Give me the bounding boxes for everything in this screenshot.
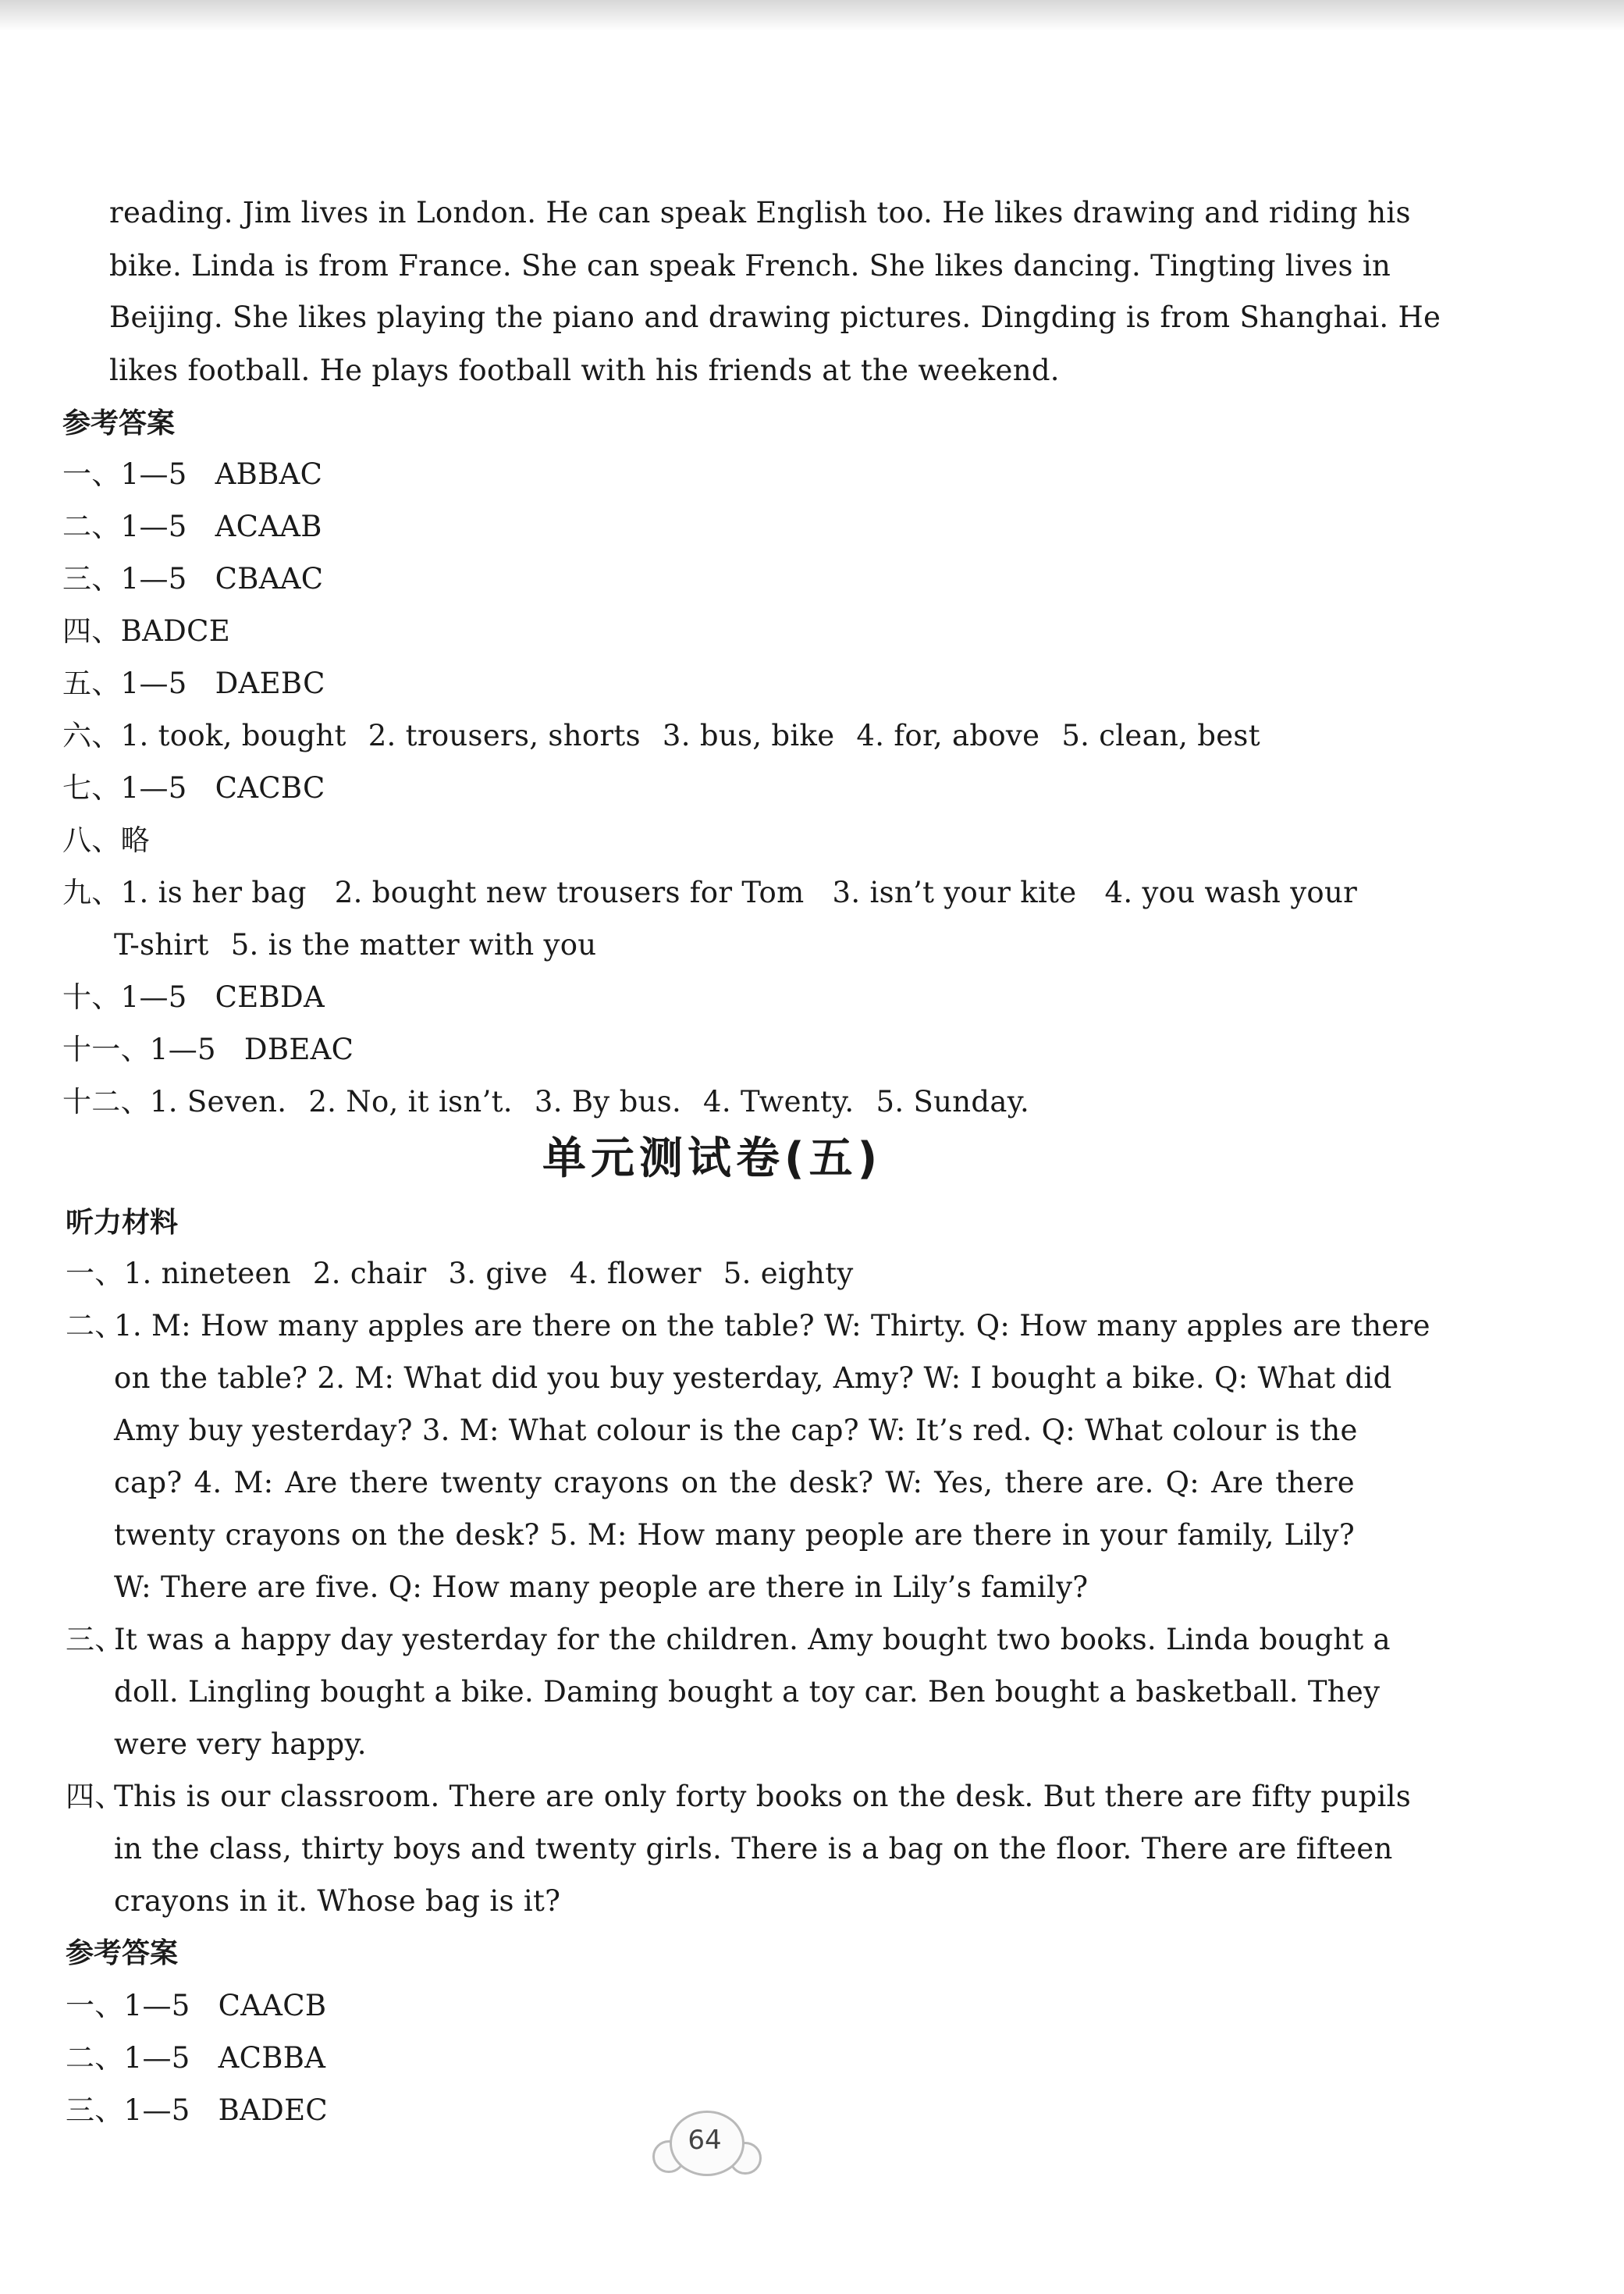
listening-q3-line-3: were very happy. [114,1727,367,1761]
answer-part: 1. is her bag [120,876,307,909]
answer-part: 2. bought new trousers for Tom [334,876,805,909]
answer-row-9 [62,873,1357,912]
answer-range: 1—5 [123,2093,190,2127]
answer-row-5 [62,664,325,703]
answer-row-11 [62,1030,354,1069]
answer-text: 略 [120,823,150,857]
listening-q4-line-2: in the class, thirty boys and twenty girls. There is a bag on the floor. There are fifteen [114,1832,1393,1865]
page-number-badge [631,2103,779,2181]
listening-q3-line-1: It was a happy day yesterday for the children. Amy bought two books. Linda bought a [114,1623,1391,1656]
answer-letters: CEBDA [215,980,325,1014]
answer-letters: DAEBC [215,667,325,700]
answer-part: 5. is the matter with you [230,928,597,962]
answer-letters: CAACB [218,1989,327,2022]
answer-range: 1—5 [120,562,187,596]
listening-q4-number: 四、 [66,1780,124,1813]
answer-range: 1—5 [149,1033,216,1066]
answer-number: 五、 [62,667,121,700]
answers-heading-1: 参考答案 [62,407,176,439]
answer-letters: BADEC [218,2093,328,2127]
intro-line-2: bike. Linda is from France. She can speak French. She likes dancing. Tingting lives in [109,249,1391,283]
answer-number: 八、 [62,823,121,857]
answer-part: T-shirt [114,928,209,962]
answer-number: 四、 [62,614,121,648]
intro-line-1: reading. Jim lives in London. He can speak English too. He likes drawing and riding his [109,196,1411,229]
answer-row-7 [62,769,325,808]
answer-letters: ACAAB [215,510,322,543]
answer-number: 三、 [62,562,121,596]
answer-letters: CBAAC [215,562,324,596]
listening-q2-line-1: 1. M: How many apples are there on the table? W: Thirty. Q: How many apples are there [114,1309,1430,1343]
listening-q3-number: 三、 [66,1623,124,1656]
answer-row-9-continuation [114,926,596,965]
answer-part: 2. No, it isn’t. [308,1085,513,1119]
answer2-row-3 [66,2091,328,2130]
answer-number: 十、 [62,980,121,1014]
answer-letters: DBEAC [243,1033,354,1066]
listening-q4-line-3: crayons in it. Whose bag is it? [114,1884,561,1918]
answer-text: BADCE [120,614,231,648]
answer-letters: CACBC [215,771,325,805]
answer-letters: ABBAC [215,457,323,491]
answer-number: 六、 [62,719,121,752]
answer-part: 3. By bus. [534,1085,682,1119]
answer-range: 1—5 [120,457,187,491]
answer-row-12 [62,1083,1029,1122]
answer-part: 1. took, bought [120,719,346,752]
answer-number: 一、 [66,1989,124,2022]
listening-q2-line-2: on the table? 2. M: What did you buy yesterday, Amy? W: I bought a bike. Q: What did [114,1361,1392,1395]
word-item: 1. nineteen [123,1257,291,1290]
answer-row-2 [62,507,322,546]
answer2-row-2 [66,2039,325,2078]
answer-number: 三、 [66,2093,124,2127]
answer-part: 3. isn’t your kite [832,876,1077,909]
scan-top-shadow [0,0,1624,31]
answer-row-4 [62,612,230,651]
listening-q2-line-6: W: There are five. Q: How many people are there in Lily’s family? [114,1570,1089,1604]
answer-range: 1—5 [120,510,187,543]
answer-part: 4. for, above [856,719,1040,752]
answer-letters: ACBBA [218,2041,326,2075]
answer-number: 十二、 [62,1085,150,1119]
answer-number: 九、 [62,876,121,909]
answers-heading-2: 参考答案 [66,1937,179,1969]
answer-range: 1—5 [123,2041,190,2075]
answer-range: 1—5 [123,1989,190,2022]
listening-q1 [66,1254,854,1293]
listening-q2-line-4: cap? 4. M: Are there twenty crayons on the desk? W: Yes, there are. Q: Are there [114,1466,1355,1499]
answer-row-6 [62,717,1260,756]
answer-row-10 [62,978,325,1017]
answer-number: 十一、 [62,1033,150,1066]
answer-range: 1—5 [120,667,187,700]
listening-q4-line-1: This is our classroom. There are only forty books on the desk. But there are fifty pupils [114,1780,1412,1813]
answer-row-1 [62,455,322,494]
word-item: 3. give [448,1257,548,1290]
intro-line-4: likes football. He plays football with his friends at the weekend. [109,354,1060,387]
answer-part: 3. bus, bike [662,719,835,752]
answer-part: 2. trousers, shorts [368,719,641,752]
page-number: 64 [688,2125,722,2156]
unit-title: 单元测试卷(五) [542,1133,883,1184]
listening-q2-number: 二、 [66,1309,124,1343]
answer-row-3 [62,560,323,599]
answer-row-8 [62,821,150,860]
intro-line-3: Beijing. She likes playing the piano and drawing pictures. Dingding is from Shanghai. He [109,301,1441,334]
word-item: 4. flower [569,1257,702,1290]
listening-q2-line-5: twenty crayons on the desk? 5. M: How many people are there in your family, Lily? [114,1518,1355,1552]
answer-part: 4. you wash your [1104,876,1358,909]
answer-part: 1. Seven. [149,1085,287,1119]
answer-number: 二、 [62,510,121,543]
listening-q2-line-3: Amy buy yesterday? 3. M: What colour is the cap? W: It’s red. Q: What colour is the [114,1414,1358,1447]
answer-part: 5. Sunday. [876,1085,1030,1119]
answer-part: 5. clean, best [1061,719,1260,752]
word-item: 2. chair [312,1257,427,1290]
answer-number: 二、 [66,2041,124,2075]
answer-range: 1—5 [120,771,187,805]
answer-number: 一、 [62,457,121,491]
answer-number: 七、 [62,771,121,805]
answer-part: 4. Twenty. [703,1085,855,1119]
listening-heading: 听力材料 [66,1207,179,1239]
listening-q3-line-2: doll. Lingling bought a bike. Daming bought a toy car. Ben bought a basketball. They [114,1675,1381,1709]
word-item: 5. eighty [723,1257,854,1290]
question-number: 一、 [66,1257,124,1290]
answer2-row-1 [66,1986,326,2025]
answer-range: 1—5 [120,980,187,1014]
